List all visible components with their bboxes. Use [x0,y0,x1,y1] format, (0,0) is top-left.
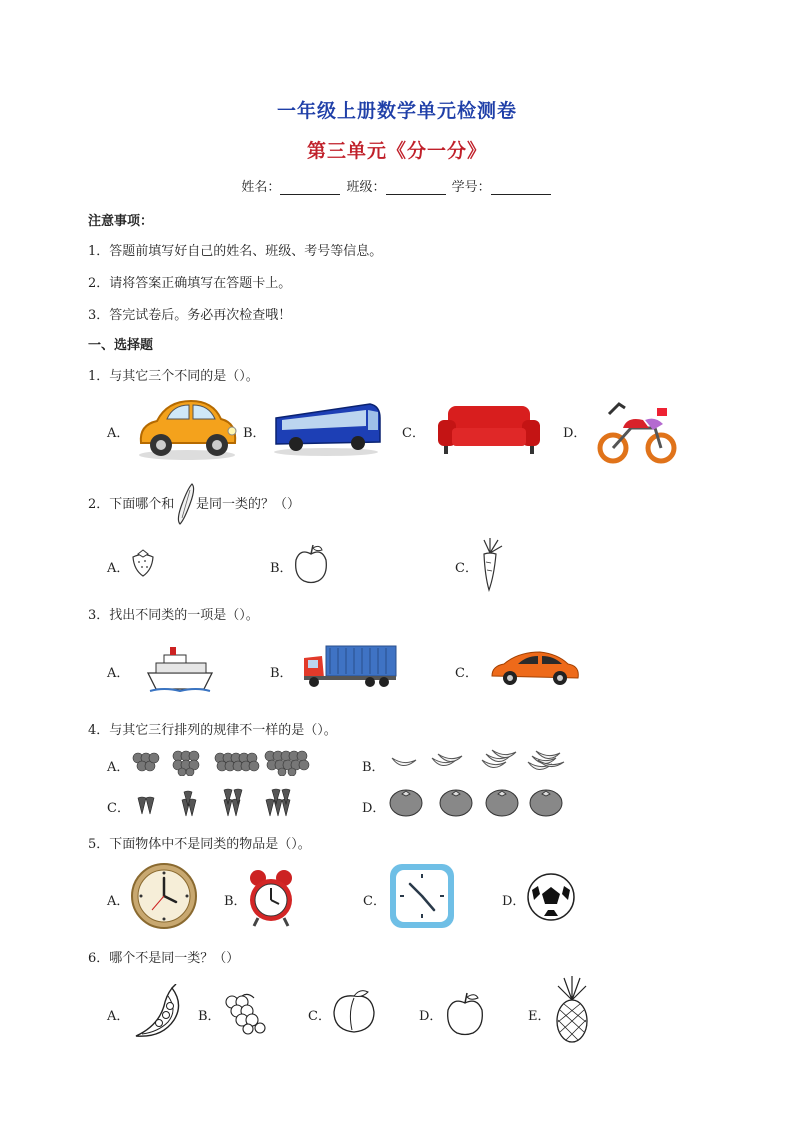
grapes-icon [132,748,312,776]
option-d-label[interactable]: D． [563,426,587,441]
option-a-label[interactable]: A． [107,426,130,441]
class-blank[interactable] [386,180,446,195]
option-a-label[interactable]: A． [107,894,130,909]
question-6-text: 6．哪个不是同一类？（） [88,951,240,966]
pea-pod-icon [128,984,186,1042]
option-a-label[interactable]: A． [107,1009,130,1024]
option-b-label[interactable]: B． [198,1009,221,1024]
option-b-label[interactable]: B． [243,426,266,441]
option-a-label[interactable]: A． [107,561,130,576]
soccer-ball-icon [526,872,576,922]
apple-icon [292,542,330,584]
option-a-label[interactable]: A． [107,666,130,681]
option-c-label[interactable]: C． [363,894,386,909]
sofa-icon [434,402,544,456]
option-c-label[interactable]: C． [402,426,425,441]
orange-icon [388,787,568,819]
option-a-label[interactable]: A． [107,760,130,775]
question-1-text: 1．与其它三个不同的是（）。 [88,369,259,384]
option-b-label[interactable]: B． [270,666,293,681]
name-label: 姓名： [241,180,281,195]
option-c-label[interactable]: C． [455,561,478,576]
carrot-icon [476,536,504,592]
class-label: 班级： [346,180,386,195]
question-2-text [88,493,174,512]
question-2-text-before: 2．下面哪个和 [88,497,175,512]
ship-icon [144,643,216,693]
wall-clock-icon [130,862,198,930]
grapes-icon [222,992,268,1036]
option-b-label[interactable]: B． [362,760,385,775]
carrot-icon [132,788,312,818]
strawberry-icon [130,548,156,578]
apple-icon [444,990,486,1036]
cucumber-icon [176,482,196,526]
page-subtitle: 第三单元《分一分》 [306,140,487,162]
name-blank[interactable] [280,180,340,195]
truck-icon [300,644,398,688]
pineapple-icon [552,976,592,1044]
alarm-clock-icon [248,866,294,928]
option-d-label[interactable]: D． [502,894,526,909]
option-b-label[interactable]: B． [270,561,293,576]
student-info-line [0,176,794,195]
option-e-label[interactable]: E． [528,1009,551,1024]
question-4-text: 4．与其它三行排列的规律不一样的是（）。 [88,723,337,738]
notice-item: 3．答完试卷后。务必再次检查哦！ [88,308,292,323]
car-icon [488,646,582,688]
option-c-label[interactable]: C． [455,666,478,681]
question-5-text: 5．下面物体中不是同类的物品是（）。 [88,837,311,852]
notice-heading: 注意事项： [88,214,154,229]
notice-item: 1．答题前填写好自己的姓名、班级、考号等信息。 [88,244,383,259]
option-b-label[interactable]: B． [224,894,247,909]
number-blank[interactable] [491,180,551,195]
number-label: 学号： [451,180,491,195]
option-c-label[interactable]: C． [308,1009,331,1024]
question-2-text-after: 是同一类的？（） [196,497,301,512]
section-heading: 一、选择题 [88,338,154,353]
car-icon [133,395,241,465]
motorcycle-icon [597,398,679,466]
option-c-label[interactable]: C． [107,801,130,816]
question-3-text: 3．找出不同类的一项是（）。 [88,608,259,623]
peach-icon [330,986,378,1036]
banana-icon [388,748,568,776]
square-clock-icon [388,862,456,930]
option-d-label[interactable]: D． [419,1009,443,1024]
notice-item: 2．请将答案正确填写在答题卡上。 [88,276,292,291]
page-title: 一年级上册数学单元检测卷 [276,100,517,122]
option-d-label[interactable]: D． [362,801,386,816]
bus-icon [270,398,382,458]
